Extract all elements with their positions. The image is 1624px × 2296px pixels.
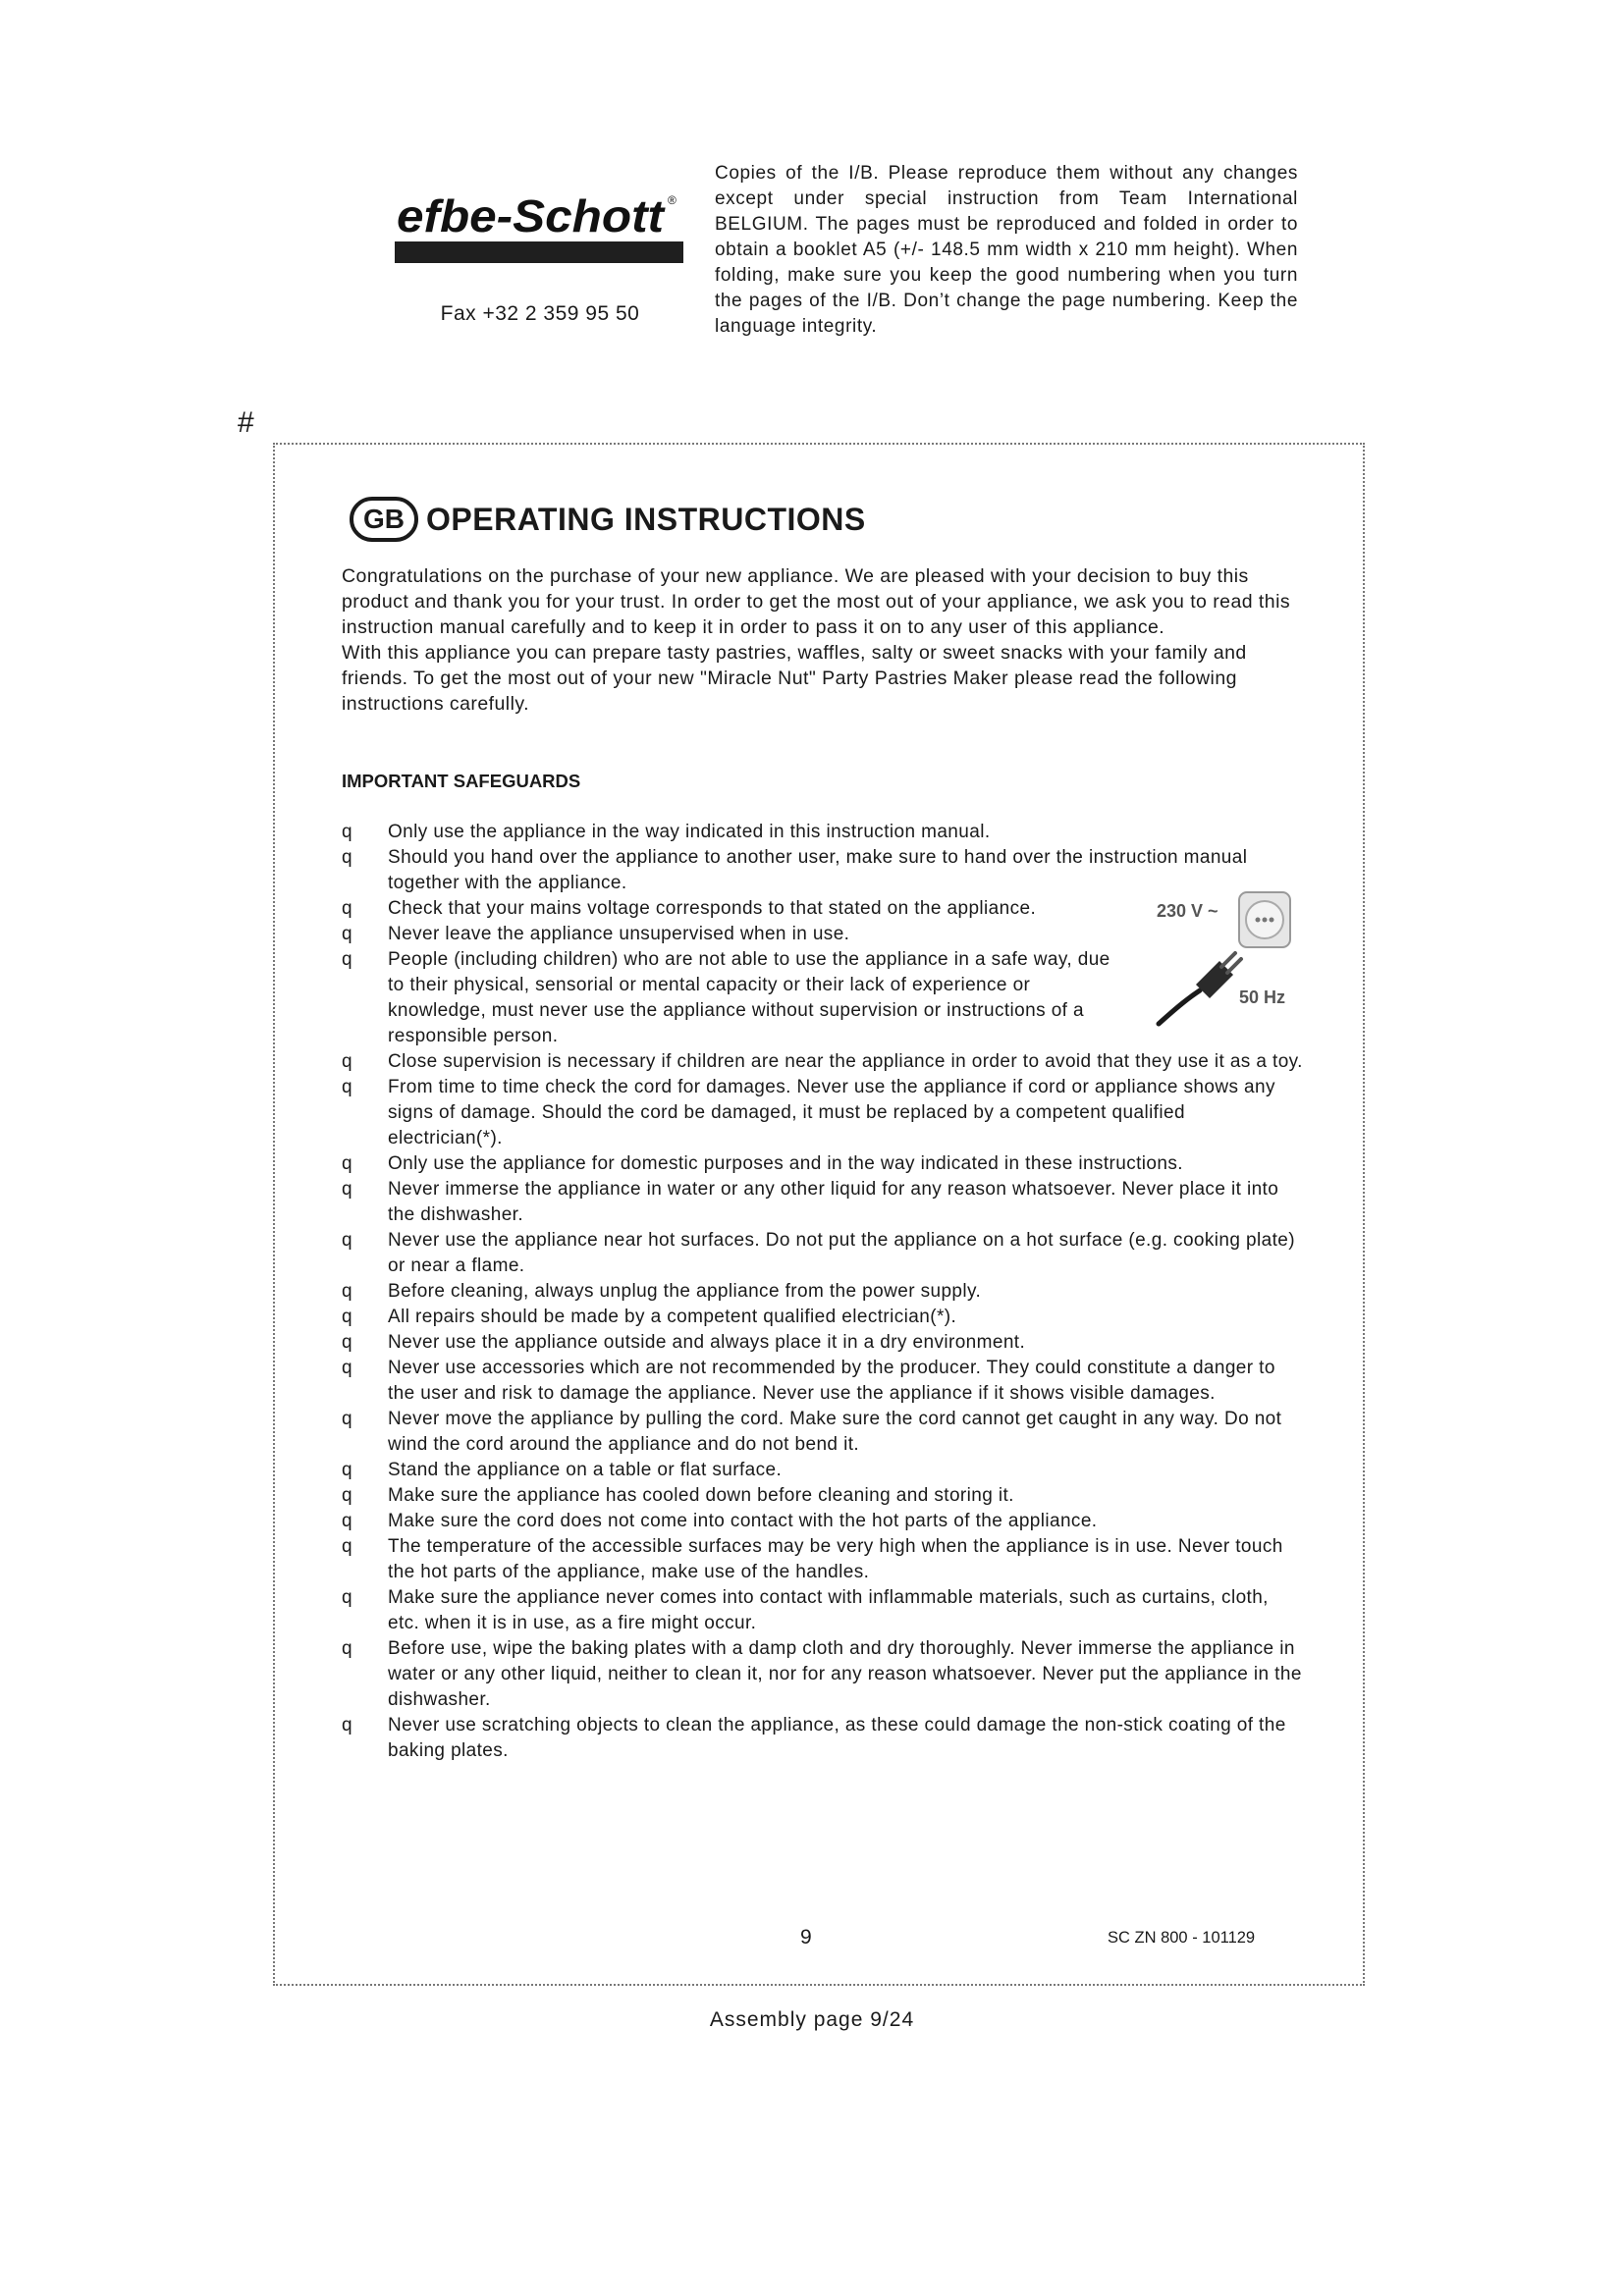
list-item <box>342 1534 1304 1585</box>
safeguard-text: Before cleaning, always unplug the appliance from the power supply. <box>388 1281 982 1302</box>
safeguard-text: All repairs should be made by a competent qualified electrician(*). <box>388 1307 957 1327</box>
intro-text <box>342 563 1299 717</box>
page-title: OPERATING INSTRUCTIONS <box>426 501 866 537</box>
safeguard-text: Only use the appliance in the way indicated in this instruction manual. <box>388 822 991 842</box>
list-item <box>342 1483 1304 1509</box>
safeguard-text: Never move the appliance by pulling the cord. Make sure the cord cannot get caught in any way. Do not wind the cord around the appliance and do not bend it. <box>388 1409 1282 1455</box>
power-plug-icon <box>1159 953 1241 1024</box>
svg-text:®: ® <box>668 193 677 207</box>
bullet-mark: q <box>342 1485 352 1506</box>
bullet-mark: q <box>342 1332 352 1353</box>
hash-mark: # <box>238 406 254 439</box>
list-item <box>342 1585 1304 1636</box>
list-item <box>342 1177 1304 1228</box>
safeguard-text: Never use the appliance outside and always place it in a dry environment. <box>388 1332 1026 1353</box>
safeguard-text: People (including children) who are not able to use the appliance in a safe way, due to their physical, sensorial or mental capacity or their lack of experience or knowledge, must never use the appliance without supervision or instructions of a responsible person. <box>388 949 1110 1046</box>
bullet-mark: q <box>342 847 352 868</box>
list-item <box>342 1305 1304 1330</box>
list-item <box>342 1279 1304 1305</box>
gb-language-badge: GB <box>350 497 418 542</box>
list-item <box>342 820 1304 845</box>
bullet-mark: q <box>342 1511 352 1531</box>
safeguard-text: Never use the appliance near hot surfaces. Do not put the appliance on a hot surface (e.g. cooking plate) or near a flame. <box>388 1230 1295 1276</box>
list-item <box>342 1075 1304 1151</box>
bullet-mark: q <box>342 1307 352 1327</box>
bullet-mark: q <box>342 1179 352 1200</box>
bullet-mark: q <box>342 1409 352 1429</box>
svg-text:efbe-Schott: efbe-Schott <box>397 190 666 241</box>
bullet-mark: q <box>342 1230 352 1251</box>
list-item <box>342 1330 1304 1356</box>
bullet-mark: q <box>342 1077 352 1097</box>
safeguard-text: Never use scratching objects to clean the appliance, as these could damage the non-stick coating of the baking plates. <box>388 1715 1286 1761</box>
safeguard-text: Never leave the appliance unsupervised when in use. <box>388 924 850 944</box>
safeguard-text: The temperature of the accessible surfaces may be very high when the appliance is in use. Never touch the hot parts of the appliance, make use of the handles. <box>388 1536 1283 1582</box>
reproduction-note: Copies of the I/B. Please reproduce them without any changes except under special instruction from Team International BELGIUM. The pages must be reproduced and folded in order to obtain a booklet A5 (+/- 148.5 mm width x 210 mm height). When folding, make sure you keep the good numbering when you turn the pages of the I/B. Don’t change the page numbering. Keep the language integrity. <box>715 163 1298 337</box>
intro-paragraph: Congratulations on the purchase of your new appliance. We are pleased with your decision to buy this product and thank you for your trust. In order to get the most out of your appliance, we ask you to read this instruction manual carefully and to keep it in order to pass it on to any user of this appliance. <box>342 565 1291 638</box>
bullet-mark: q <box>342 924 352 944</box>
safeguard-text: Never immerse the appliance in water or any other liquid for any reason whatsoever. Never place it into the dishwasher. <box>388 1179 1279 1225</box>
safeguards-title: IMPORTANT SAFEGUARDS <box>342 771 581 791</box>
frequency-label: 50 Hz <box>1239 988 1286 1007</box>
bullet-mark: q <box>342 1281 352 1302</box>
safeguard-text: Make sure the appliance has cooled down before cleaning and storing it. <box>388 1485 1014 1506</box>
safeguard-text: Should you hand over the appliance to another user, make sure to hand over the instruction manual together with the appliance. <box>388 847 1248 893</box>
safeguard-text: Stand the appliance on a table or flat surface. <box>388 1460 783 1480</box>
list-item <box>342 1151 1304 1177</box>
list-item <box>342 1407 1304 1458</box>
list-item <box>342 1356 1304 1407</box>
bullet-mark: q <box>342 1460 352 1480</box>
safeguard-text: Only use the appliance for domestic purposes and in the way indicated in these instructions. <box>388 1153 1183 1174</box>
document-code: SC ZN 800 - 101129 <box>1108 1929 1256 1947</box>
list-item <box>342 1509 1304 1534</box>
bullet-mark: q <box>342 1587 352 1608</box>
safeguard-text: Close supervision is necessary if children are near the appliance in order to avoid that they use it as a toy. <box>388 1051 1303 1072</box>
page-number: 9 <box>800 1926 812 1949</box>
section-heading <box>350 494 866 545</box>
bullet-mark: q <box>342 822 352 842</box>
safeguard-text: Never use accessories which are not recommended by the producer. They could constitute a danger to the user and risk to damage the appliance. Never use the appliance if it shows visible damages. <box>388 1358 1275 1404</box>
assembly-page-label: Assembly page 9/24 <box>709 2008 915 2031</box>
fax-number: Fax +32 2 359 95 50 <box>440 302 640 325</box>
safeguard-text: Check that your mains voltage corresponds to that stated on the appliance. <box>388 898 1037 919</box>
bullet-mark: q <box>342 1153 352 1174</box>
list-item <box>342 1049 1304 1075</box>
list-item <box>342 1458 1304 1483</box>
bullet-mark: q <box>342 1358 352 1378</box>
bullet-mark: q <box>342 1536 352 1557</box>
list-item <box>342 1228 1304 1279</box>
bullet-mark: q <box>342 1715 352 1735</box>
bullet-mark: q <box>342 949 352 970</box>
wall-socket-icon <box>1239 892 1290 947</box>
bullet-mark: q <box>342 1051 352 1072</box>
safeguard-text: Before use, wipe the baking plates with a damp cloth and dry thoroughly. Never immerse the appliance in water or any other liquid, neither to clean it, nor for any reason whatsoever. Never put the appliance in the dishwasher. <box>388 1638 1302 1710</box>
safeguard-text: From time to time check the cord for damages. Never use the appliance if cord or appliance shows any signs of damage. Should the cord be damaged, it must be replaced by a competent qualified electrician(*). <box>388 1077 1275 1148</box>
list-item <box>342 1636 1304 1713</box>
intro-paragraph: With this appliance you can prepare tasty pastries, waffles, salty or sweet snacks with your family and friends. To get the most out of your new "Miracle Nut" Party Pastries Maker please read the following instructions carefully. <box>342 642 1247 715</box>
safeguard-text: Make sure the appliance never comes into contact with inflammable materials, such as curtains, cloth, etc. when it is in use, as a fire might occur. <box>388 1587 1269 1633</box>
efbe-schott-logo <box>395 185 685 267</box>
voltage-label: 230 V ~ <box>1157 901 1218 921</box>
safeguard-text: Make sure the cord does not come into contact with the hot parts of the appliance. <box>388 1511 1098 1531</box>
bullet-mark: q <box>342 1638 352 1659</box>
list-item <box>342 1713 1304 1764</box>
bullet-mark: q <box>342 898 352 919</box>
